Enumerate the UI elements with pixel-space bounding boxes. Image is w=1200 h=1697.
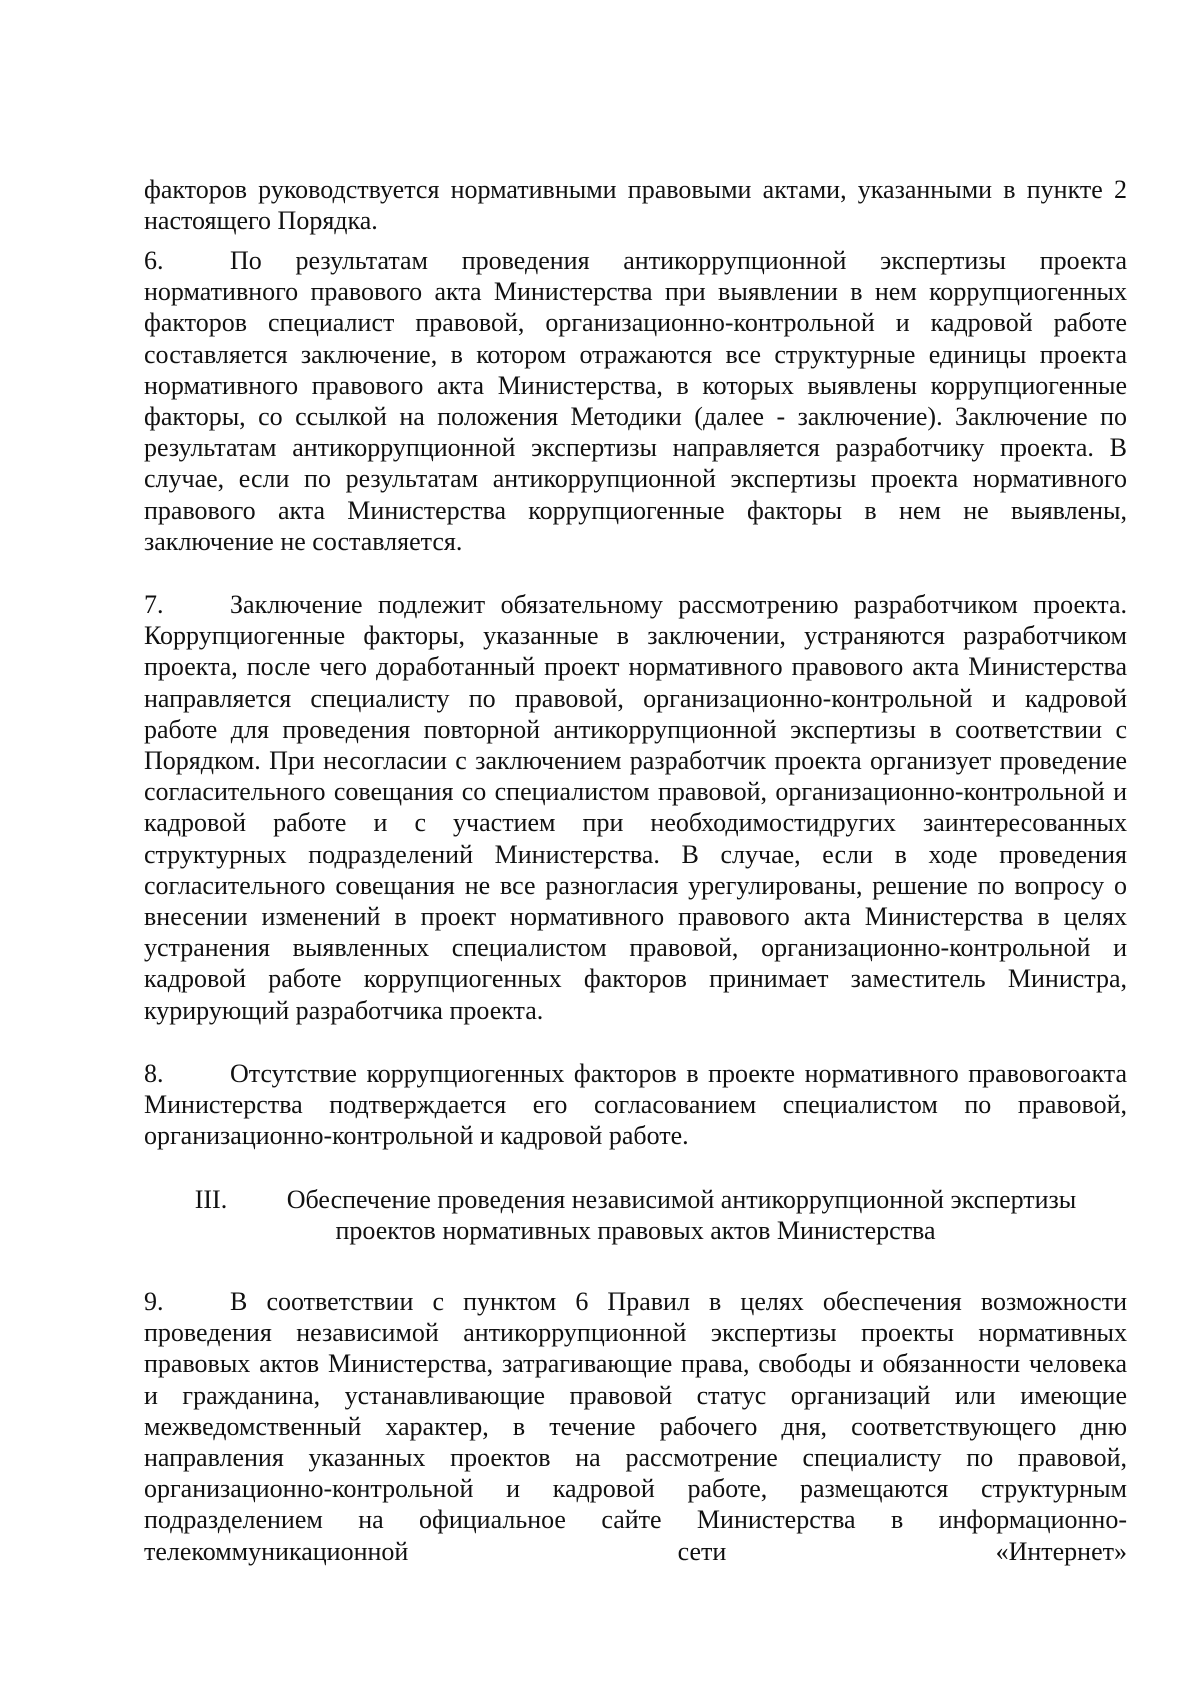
paragraph-text: Заключение подлежит обязательному рассмотрению разработчиком проекта. Коррупциогенные факторы, указанные в заключении, устраняются разработчиком проекта, после чего доработанный проект нормативного правового акта Министерства направляется специалисту по правовой, организационно-контрольной и кадровой работе для проведения повторной антикоррупционной экспертизы в соответствии с Порядком. При несогласии с заключением разработчик проекта организует проведение согласительного совещания со специалистом правовой, организационно-контрольной и кадровой работе и с участием при необходимостидругих заинтересованных структурных подразделений Министерства. В случае, если в ходе проведения согласительного совещания не все разногласия урегулированы, решение по вопросу о внесении изменений в проект нормативного правового акта Министерства в целях устранения выявленных специалистом правовой, организационно-контрольной и кадровой работе коррупциогенных факторов принимает заместитель Министра, курирующий разработчика проекта. (144, 590, 1127, 1025)
paragraph-number: 9. (144, 1287, 164, 1316)
paragraph-7 (144, 589, 1127, 1026)
paragraph-text: Отсутствие коррупциогенных факторов в проекте нормативного правовогоакта Министерства подтверждается его согласованием специалистом по правовой, организационно-контрольной и кадровой работе. (144, 1059, 1127, 1151)
paragraph-8 (144, 1058, 1127, 1152)
paragraph-text: факторов руководствуется нормативными правовыми актами, указанными в пункте 2 настоящего Порядка. (144, 175, 1127, 236)
section-title-line2: проектов нормативных правовых актов Министерства (335, 1216, 936, 1246)
section-heading (144, 1184, 1127, 1246)
paragraph-number: 7. (144, 590, 164, 619)
paragraph-9 (144, 1286, 1127, 1567)
paragraph-6 (144, 245, 1127, 557)
paragraph-text: В соответствии с пунктом 6 Правил в целях обеспечения возможности проведения независимой антикоррупционной экспертизы проекты нормативных правовых актов Министерства, затрагивающие права, свободы и обязанности человека и гражданина, устанавливающие правовой статус организаций или имеющие межведомственный характер, в течение рабочего дня, соответствующего дню направления указанных проектов на рассмотрение специалисту по правовой, организационно-контрольной и кадровой работе, размещаются структурным подразделением на официальное сайте Министерства в информационно-телекоммуникационной сети «Интернет» (144, 1287, 1127, 1566)
paragraph-number: 8. (144, 1059, 164, 1088)
section-number: III. (194, 1185, 228, 1214)
paragraph-text: По результатам проведения антикоррупционной экспертизы проекта нормативного правового акта Министерства при выявлении в нем коррупциогенных факторов специалист правовой, организационно-контрольной и кадровой работе составляется заключение, в котором отражаются все структурные единицы проекта нормативного правового акта Министерства, в которых выявлены коррупциогенные факторы, со ссылкой на положения Методики (далее - заключение). Заключение по результатам антикоррупционной экспертизы направляется разработчику проекта. В случае, если по результатам антикоррупционной экспертизы проекта нормативного правового акта Министерства коррупциогенные факторы в нем не выявлены, заключение не составляется. (144, 246, 1127, 556)
paragraph-continuation (144, 174, 1127, 236)
section-title-line1: Обеспечение проведения независимой антикоррупционной экспертизы (286, 1185, 1077, 1214)
paragraph-number: 6. (144, 246, 164, 275)
